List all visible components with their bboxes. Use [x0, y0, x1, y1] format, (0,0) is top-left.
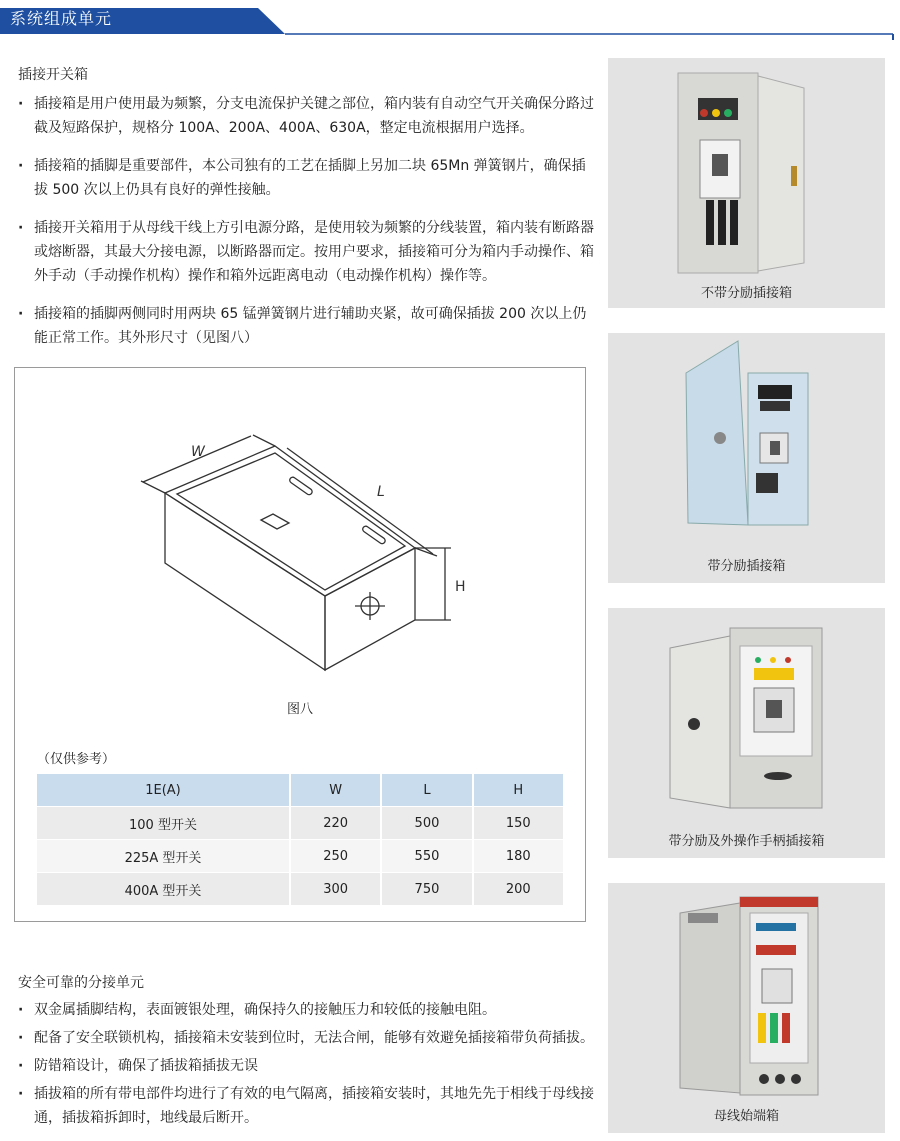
- photo-caption: 不带分励插接箱: [700, 286, 792, 301]
- figure-caption: 图八: [286, 702, 313, 717]
- socket-box-photo: [608, 58, 885, 283]
- branch-unit-bullets: [14, 998, 594, 1134]
- table-row: [37, 873, 564, 906]
- table-header-row: [37, 774, 564, 807]
- bullet-item: · 插拔箱的所有带电部件均进行了有效的电气隔离，插接箱安装时，其地先先于相线于母线接通，插拔箱拆卸时，地线最后断开。: [14, 1082, 594, 1130]
- external-handle-socket-box-photo: [608, 608, 885, 833]
- bullet-item: · 双金属插脚结构，表面镀银处理，确保持久的接触压力和较低的接触电阻。: [14, 998, 594, 1022]
- photo-caption: 带分励插接箱: [707, 559, 786, 574]
- bullet-item: · 插接箱的插脚两侧同时用两块 65 锰弹簧钢片进行辅助夹紧，故可确保插拔 200 次以上仍能正常工作。其外形尺寸（见图八）: [14, 302, 594, 350]
- bullet-item: · 配备了安全联锁机构，插接箱未安装到位时，无法合闸，能够有效避免插接箱带负荷插拔。: [14, 1026, 594, 1050]
- photo-card: [608, 333, 885, 583]
- table-cell: 500: [381, 807, 472, 840]
- col-header: H: [473, 774, 564, 807]
- table-cell: 225A 型开关: [37, 840, 290, 873]
- photo-card: [608, 883, 885, 1133]
- spec-table: [37, 774, 565, 905]
- col-header: 1E(A): [37, 774, 290, 807]
- section-title-socket-box: 插接开关箱: [18, 67, 88, 83]
- table-cell: 180: [473, 840, 564, 873]
- table-cell: 250: [290, 840, 381, 873]
- table-row: [37, 840, 564, 873]
- table-cell: 550: [381, 840, 472, 873]
- shunt-socket-box-photo: [608, 333, 885, 558]
- figure-box: [14, 367, 586, 922]
- socket-box-bullets: [14, 92, 594, 364]
- table-cell: 750: [381, 873, 472, 906]
- page-title: 系统组成单元: [10, 9, 113, 28]
- section-title-branch-unit: 安全可靠的分接单元: [18, 975, 144, 991]
- box-dimension-diagram: [115, 408, 495, 693]
- bullet-item: · 插接箱的插脚是重要部件，本公司独有的工艺在插脚上另加二块 65Mn 弹簧钢片，确保插拔 500 次以上仍具有良好的弹性接触。: [14, 154, 594, 202]
- table-cell: 100 型开关: [37, 807, 290, 840]
- header-bar: [0, 0, 900, 40]
- table-cell: 400A 型开关: [37, 873, 290, 906]
- busway-feed-box-photo: [608, 883, 885, 1108]
- table-cell: 220: [290, 807, 381, 840]
- bullet-item: · 插接箱是用户使用最为频繁，分支电流保护关键之部位，箱内装有自动空气开关确保分路过截及短路保护，规格分 100A、200A、400A、630A，整定电流根据用户选择。: [14, 92, 594, 140]
- table-cell: 150: [473, 807, 564, 840]
- table-row: [37, 807, 564, 840]
- table-cell: 300: [290, 873, 381, 906]
- dim-label-l: L: [377, 484, 385, 500]
- bullet-item: · 插接开关箱用于从母线干线上方引电源分路，是使用较为频繁的分线装置，箱内装有断路器或熔断器，其最大分接电源，以断路器而定。按用户要求，插接箱可分为箱内手动操作、箱外手动（手动操作机构）操作和箱外远距离电动（电动操作机构）操作等。: [14, 216, 594, 288]
- photo-caption: 母线始端箱: [713, 1109, 779, 1124]
- dim-label-h: H: [455, 579, 466, 595]
- photo-card: [608, 608, 885, 858]
- col-header: W: [290, 774, 381, 807]
- photo-card: [608, 58, 885, 308]
- dim-label-w: W: [191, 444, 205, 460]
- table-cell: 200: [473, 873, 564, 906]
- bullet-item: · 防错箱设计，确保了插拔箱插拔无误: [14, 1054, 594, 1078]
- col-header: L: [381, 774, 472, 807]
- photo-caption: 带分励及外操作手柄插接箱: [668, 834, 825, 849]
- reference-note: （仅供参考）: [37, 752, 116, 767]
